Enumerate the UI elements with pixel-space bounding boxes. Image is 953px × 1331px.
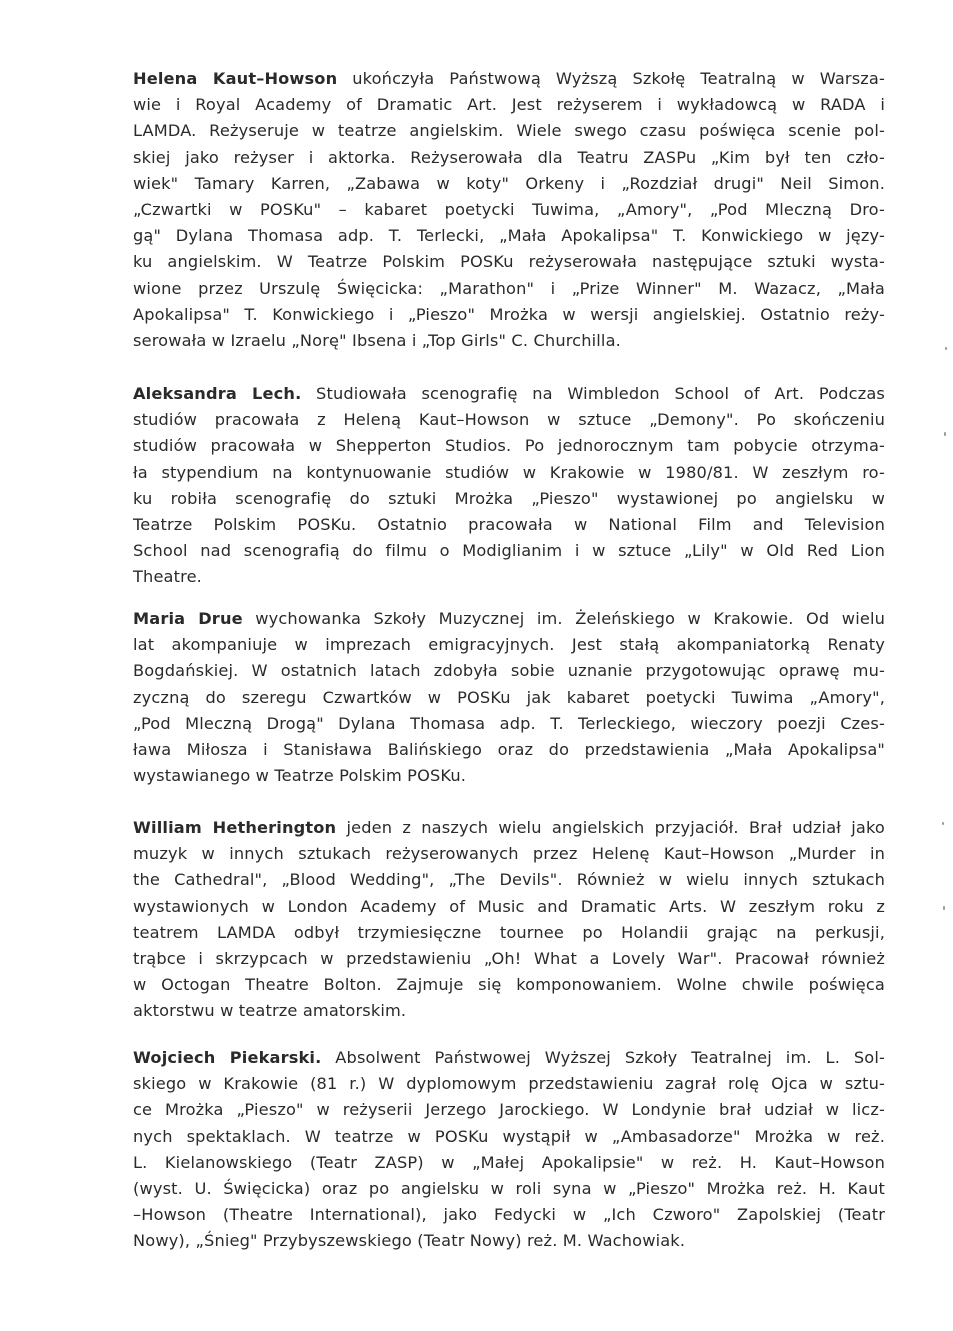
text-line: teatrem LAMDA odbył trzymiesięczne tournee po Holandii grając na perkusji,	[133, 922, 885, 942]
text-line: wione przez Urszulę Święcicka: „Marathon" i „Prize Winner" M. Wazacz, „Mała	[133, 278, 885, 298]
text-line: ku angielskim. W Teatrze Polskim POSKu reżyserowała następujące sztuki wysta-	[133, 252, 885, 272]
text-line: Wojciech Piekarski. Absolwent Państwowej Wyższej Szkoły Teatralnej im. L. Sol-	[133, 1048, 885, 1067]
bio-maria-drue	[133, 606, 885, 789]
scan-speck	[944, 432, 946, 436]
text-line: L. Kielanowskiego (Teatr ZASP) w „Małej Apokalipsie" w reż. H. Kaut–Howson	[133, 1152, 885, 1172]
text-line: wystawionych w London Academy of Music and Dramatic Arts. W zeszłym roku z	[133, 896, 885, 916]
person-name: Aleksandra Lech.	[133, 384, 302, 403]
text-line: nych spektaklach. W teatrze w POSKu wystąpił w „Ambasadorze" Mrożka w reż.	[133, 1126, 885, 1146]
text-line: LAMDA. Reżyseruje w teatrze angielskim. Wiele swego czasu poświęca scenie pol-	[133, 121, 885, 141]
text-line: trąbce i skrzypcach w przedstawieniu „Oh! What a Lovely War". Pracował również	[133, 949, 885, 969]
bio-william-hetherington	[133, 815, 885, 1025]
text-line: wystawianego w Teatrze Polskim POSKu.	[133, 766, 467, 786]
bio-aleksandra-lech	[133, 381, 885, 591]
text-line: School nad scenografią do filmu o Modiglianim i w sztuce „Lily" w Old Red Lion	[133, 541, 885, 561]
text-line: Aleksandra Lech. Studiowała scenografię na Wimbledon School of Art. Podczas	[133, 384, 886, 403]
bio-helena-kaut-howson	[133, 66, 885, 354]
text-line: studiów pracowała w Shepperton Studios. Po jednorocznym tam pobycie otrzyma-	[133, 436, 885, 456]
scan-speck	[942, 822, 944, 825]
text-line: lat akompaniuje w imprezach emigracyjnych. Jest stałą akompaniatorką Renaty	[133, 635, 885, 655]
text-line: the Cathedral", „Blood Wedding", „The Devils". Również w wielu innych sztukach	[133, 870, 885, 890]
text-line: Apokalipsa" T. Konwickiego i „Pieszo" Mrożka w wersji angielskiej. Ostatnio reży-	[133, 304, 885, 324]
text-line: „Czwartki w POSKu" – kabaret poetycki Tuwima, „Amory", „Pod Mleczną Dro-	[133, 200, 885, 220]
text-line: studiów pracowała z Heleną Kaut–Howson w sztuce „Demony". Po skończeniu	[133, 410, 885, 430]
text-line: Theatre.	[133, 567, 202, 587]
text-line: zyczną do szeregu Czwartków w POSKu jak kabaret poetycki Tuwima „Amory",	[133, 687, 885, 707]
text-line: serowała w Izraelu „Norę" Ibsena i „Top Girls" C. Churchilla.	[133, 331, 621, 351]
text-line: „Pod Mleczną Drogą" Dylana Thomasa adp. T. Terleckiego, wieczory poezji Czes-	[133, 713, 885, 733]
text-line: ku robiła scenografię do sztuki Mrożka „Pieszo" wystawionej po angielsku w	[133, 488, 885, 508]
text-line: w Octogan Theatre Bolton. Zajmuje się komponowaniem. Wolne chwile poświęca	[133, 975, 885, 995]
text-line: Bogdańskiej. W ostatnich latach zdobyła sobie uznanie przygotowując oprawę mu-	[133, 661, 885, 681]
person-name: Maria Drue	[133, 609, 243, 628]
text-line: Maria Drue wychowanka Szkoły Muzycznej im. Żeleńskiego w Krakowie. Od wielu	[133, 609, 886, 628]
text-line: Helena Kaut–Howson ukończyła Państwową Wyższą Szkołę Teatralną w Warsza-	[133, 69, 885, 88]
scan-speck	[945, 347, 947, 350]
person-name: Helena Kaut–Howson	[133, 69, 338, 88]
person-name: William Hetherington	[133, 818, 337, 837]
text-line: William Hetherington jeden z naszych wielu angielskich przyjaciół. Brał udział jako	[133, 818, 885, 837]
text-line: –Howson (Theatre International), jako Fedycki w „Ich Czworo" Zapolskiej (Teatr	[133, 1205, 885, 1225]
text-line: (wyst. U. Święcicka) oraz po angielsku w roli syna w „Pieszo" Mrożka reż. H. Kaut	[133, 1179, 885, 1199]
text-line: muzyk w innych sztukach reżyserowanych przez Helenę Kaut–Howson „Murder in	[133, 844, 885, 864]
text-line: ce Mrożka „Pieszo" w reżyserii Jerzego Jarockiego. W Londynie brał udział w licz-	[133, 1100, 885, 1120]
text-line: wiek" Tamary Karren, „Zabawa w koty" Orkeny i „Rozdział drugi" Neil Simon.	[133, 173, 885, 193]
text-line: skiej jako reżyser i aktorka. Reżyserowała dla Teatru ZASPu „Kim był ten czło-	[133, 147, 885, 167]
text-line: gą" Dylana Thomasa adp. T. Terlecki, „Mała Apokalipsa" T. Konwickiego w języ-	[133, 226, 885, 246]
person-name: Wojciech Piekarski.	[133, 1048, 322, 1067]
text-line: aktorstwu w teatrze amatorskim.	[133, 1001, 407, 1021]
bio-wojciech-piekarski	[133, 1045, 885, 1255]
text-line: wie i Royal Academy of Dramatic Art. Jest reżyserem i wykładowcą w RADA i	[133, 95, 885, 115]
text-line: skiego w Krakowie (81 r.) W dyplomowym przedstawieniu zagrał rolę Ojca w sztu-	[133, 1074, 885, 1094]
text-line: ła stypendium na kontynuowanie studiów w Krakowie w 1980/81. W zeszłym ro-	[133, 462, 885, 482]
text-line: Nowy), „Śnieg" Przybyszewskiego (Teatr Nowy) reż. M. Wachowiak.	[133, 1231, 686, 1251]
scan-speck	[943, 906, 945, 910]
text-line: Teatrze Polskim POSKu. Ostatnio pracowała w National Film and Television	[133, 515, 885, 535]
text-line: ława Miłosza i Stanisława Balińskiego oraz do przedstawienia „Mała Apokalipsa"	[133, 740, 885, 760]
